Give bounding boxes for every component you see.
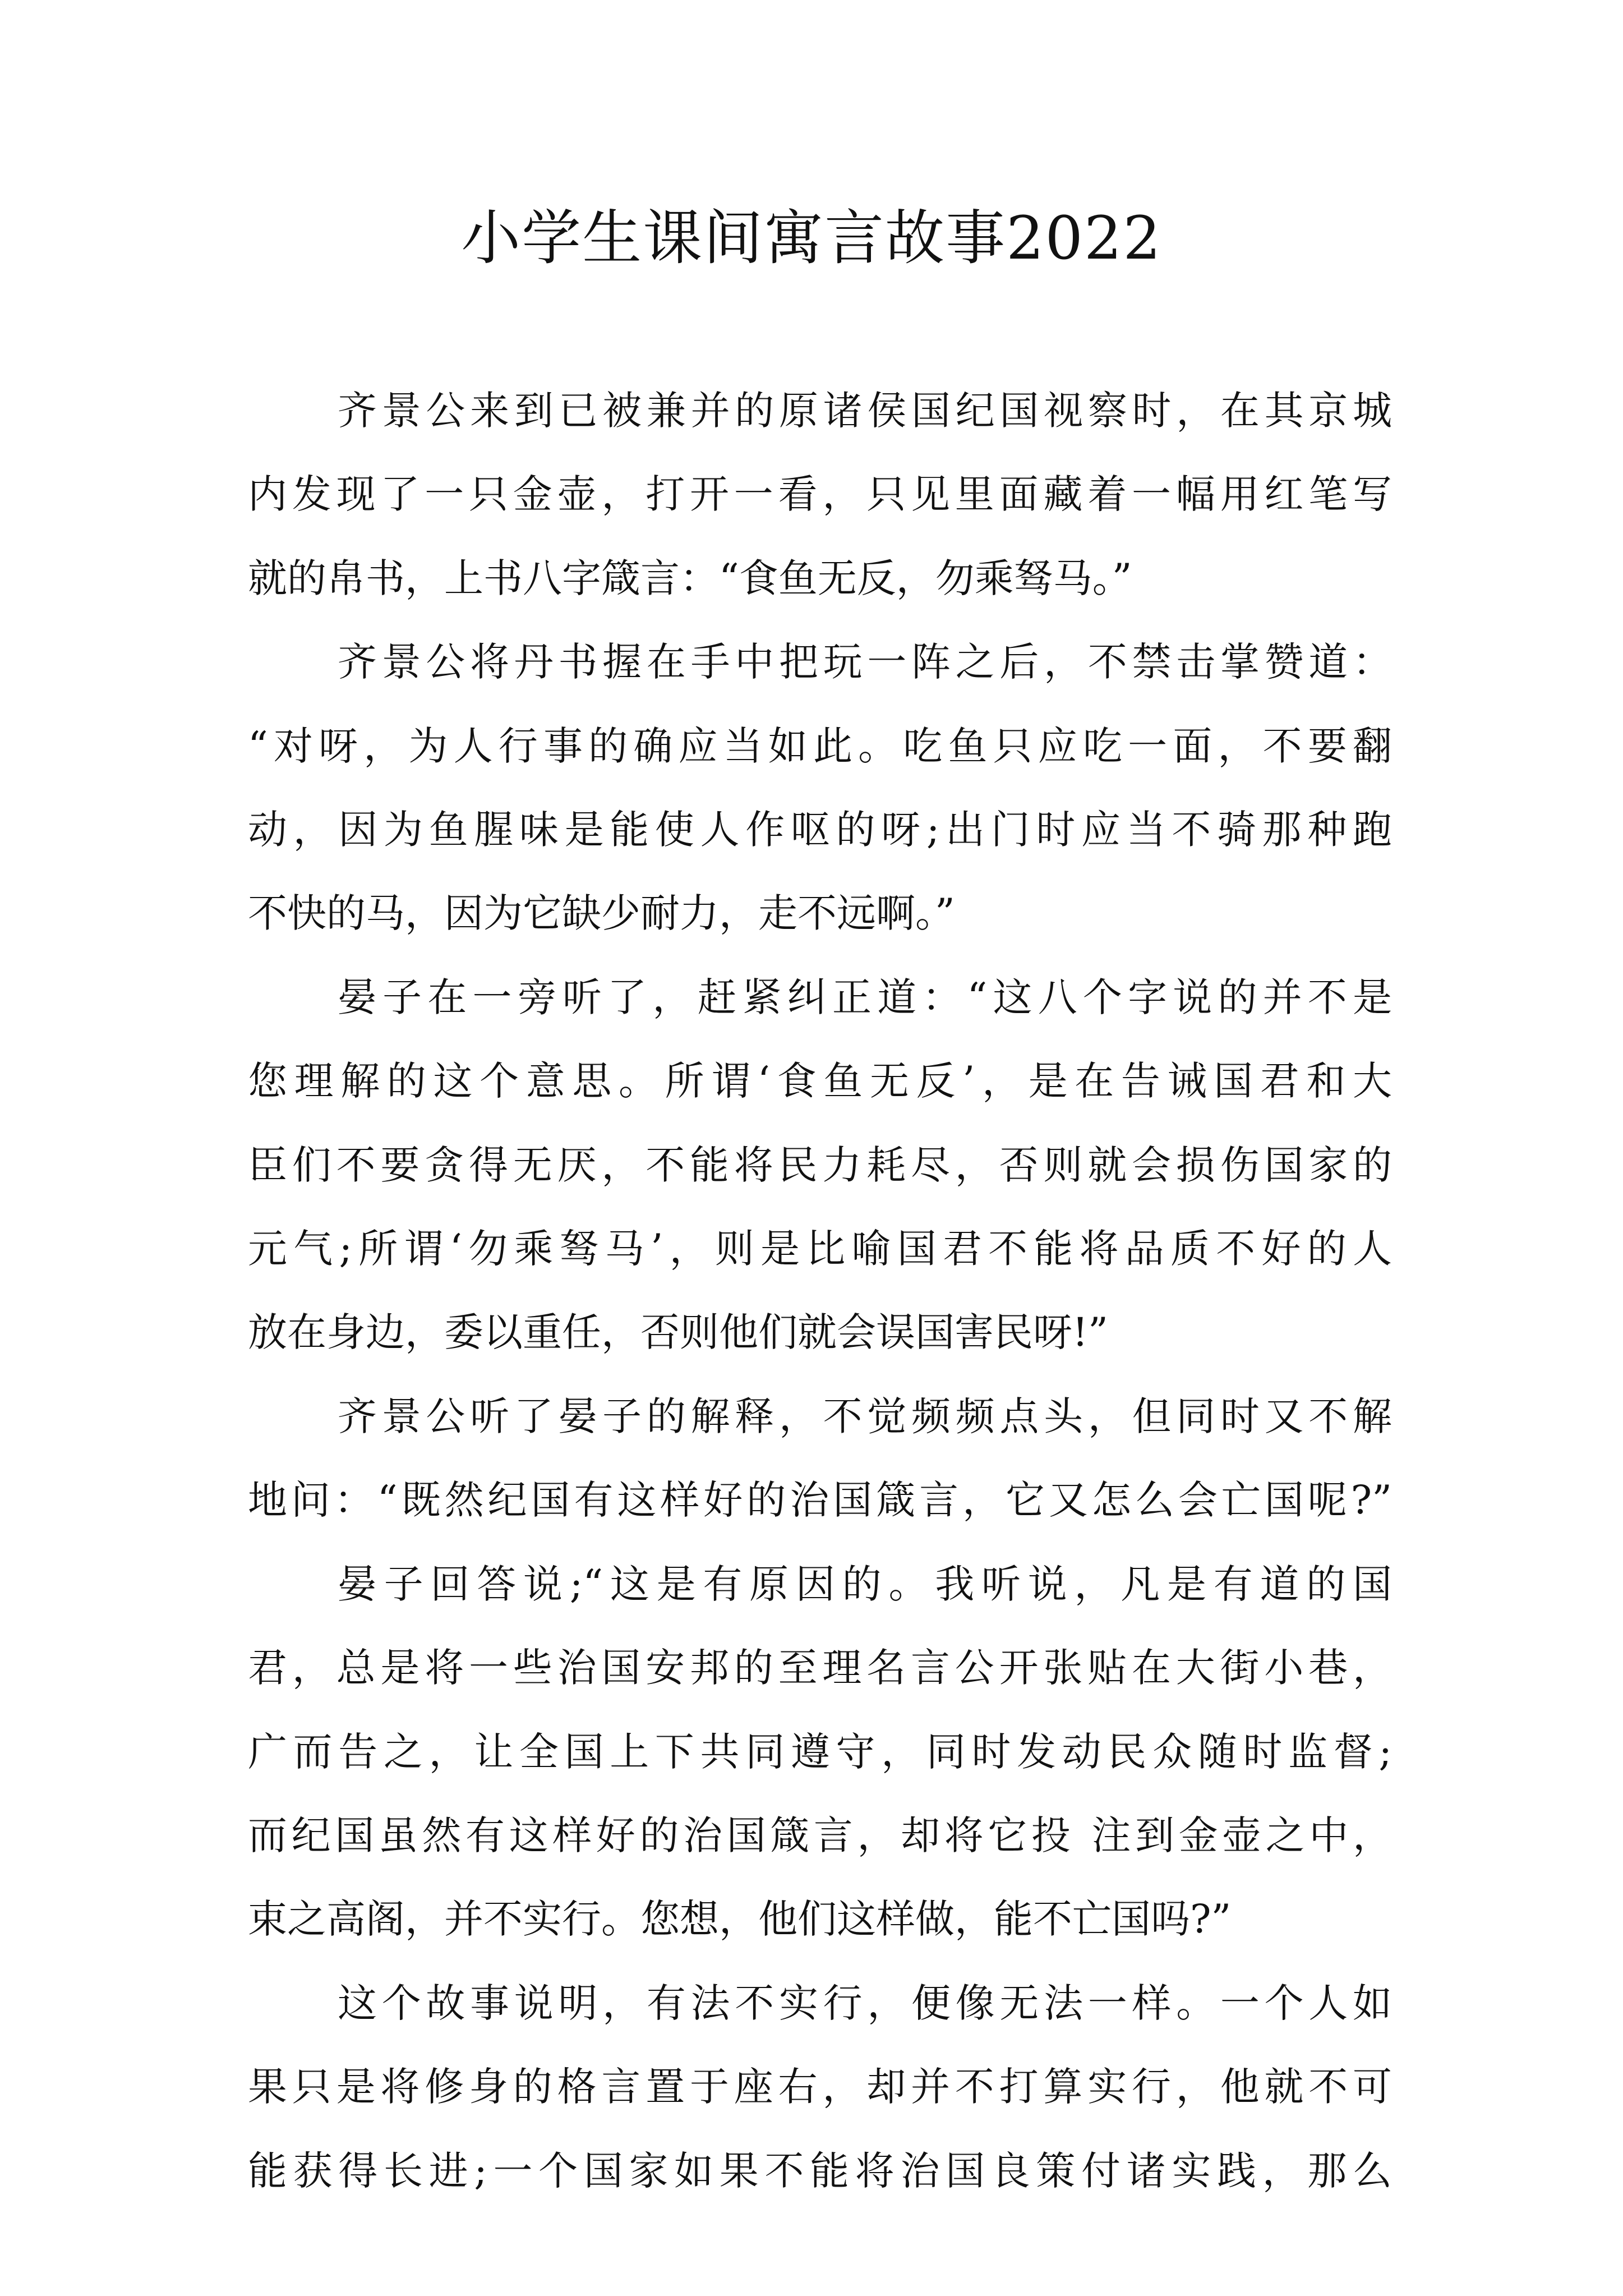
paragraph-line: 君，总是将一些治国安邦的至理名言公开张贴在大街小巷， xyxy=(248,1645,1392,1691)
paragraph-line: 齐景公听了晏子的解释，不觉频频点头，但同时又不解 xyxy=(338,1393,1392,1439)
paragraph-line: 能获得长进;一个国家如果不能将治国良策付诸实践，那么 xyxy=(248,2147,1392,2194)
paragraph-line: 内发现了一只金壶，打开一看，只见里面藏着一幅用红笔写 xyxy=(248,471,1392,518)
paragraph-line: 就的帛书，上书八字箴言：“食鱼无反，勿乘驽马。” xyxy=(248,555,1132,601)
paragraph-6 xyxy=(248,1962,1392,2213)
paragraph-line: “对呀，为人行事的确应当如此。吃鱼只应吃一面，不要翻 xyxy=(248,723,1392,769)
paragraph-line: 这个故事说明，有法不实行，便像无法一样。一个人如 xyxy=(338,1980,1392,2026)
document-title: 小学生课间寓言故事2022 xyxy=(461,204,1162,273)
paragraph-line: 而纪国虽然有这样好的治国箴言，却将它投 注到金壶之中， xyxy=(248,1812,1392,1858)
paragraph-5 xyxy=(248,1543,1392,1962)
paragraph-2 xyxy=(248,620,1392,956)
paragraph-line: 放在身边，委以重任，否则他们就会误国害民呀!” xyxy=(248,1309,1108,1356)
paragraph-line: 齐景公将丹书握在手中把玩一阵之后，不禁击掌赞道： xyxy=(338,639,1392,685)
paragraph-1 xyxy=(248,369,1392,620)
paragraph-line: 臣们不要贪得无厌，不能将民力耗尽，否则就会损伤国家的 xyxy=(248,1142,1392,1188)
paragraph-line: 地问：“既然纪国有这样好的治国箴言，它又怎么会亡国呢?” xyxy=(248,1477,1392,1524)
paragraph-line: 齐景公来到已被兼并的原诸侯国纪国视察时，在其京城 xyxy=(338,388,1392,434)
paragraph-line: 不快的马，因为它缺少耐力，走不远啊。” xyxy=(248,890,955,937)
paragraph-line: 您理解的这个意思。所谓‘食鱼无反’，是在告诫国君和大 xyxy=(248,1058,1392,1105)
paragraph-4 xyxy=(248,1375,1392,1543)
paragraph-3 xyxy=(248,956,1392,1375)
paragraph-line: 元气;所谓‘勿乘驽马’，则是比喻国君不能将品质不好的人 xyxy=(248,1226,1392,1272)
paragraph-line: 晏子回答说;“这是有原因的。我听说，凡是有道的国 xyxy=(338,1561,1392,1607)
paragraph-line: 果只是将修身的格言置于座右，却并不打算实行，他就不可 xyxy=(248,2064,1392,2110)
paragraph-line: 广而告之，让全国上下共同遵守，同时发动民众随时监督; xyxy=(248,1728,1392,1775)
document-body xyxy=(248,369,1392,2213)
paragraph-line: 束之高阁，并不实行。您想，他们这样做，能不亡国吗?” xyxy=(248,1896,1232,1943)
paragraph-line: 动，因为鱼腥味是能使人作呕的呀;出门时应当不骑那种跑 xyxy=(248,807,1392,853)
paragraph-line: 晏子在一旁听了，赶紧纠正道：“这八个字说的并不是 xyxy=(338,974,1392,1020)
